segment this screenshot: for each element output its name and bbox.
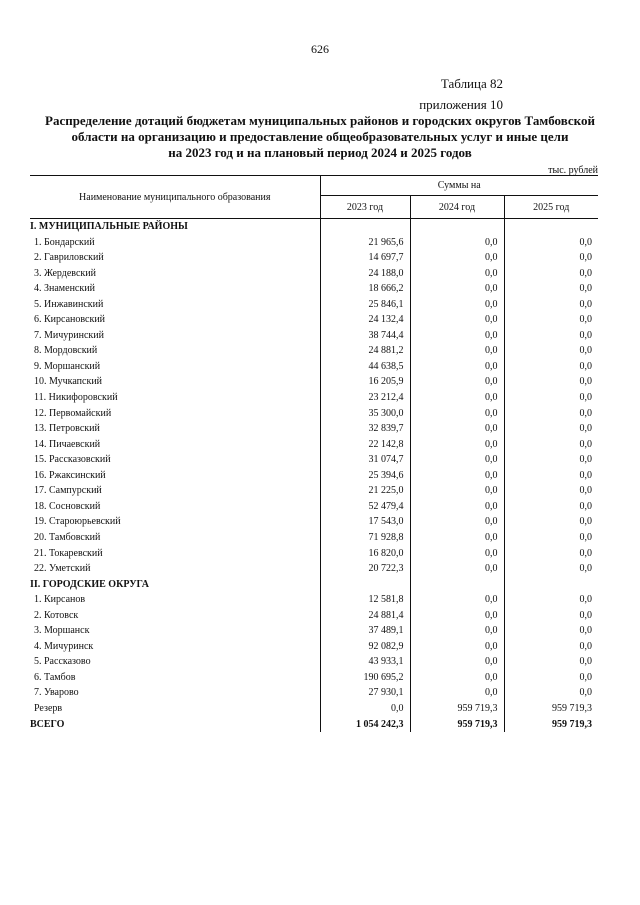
section-header-row	[30, 219, 598, 235]
row-value-0: 16 820,0	[320, 545, 410, 561]
table-row	[30, 468, 598, 484]
table-row	[30, 235, 598, 251]
row-value-0: 24 881,2	[320, 343, 410, 359]
row-value-2: 959 719,3	[504, 701, 598, 717]
row-value-1: 0,0	[410, 514, 504, 530]
table-row	[30, 421, 598, 437]
table-row	[30, 561, 598, 577]
row-value-1: 959 719,3	[410, 701, 504, 717]
section-empty-cell	[410, 577, 504, 593]
row-value-0: 43 933,1	[320, 654, 410, 670]
row-name: ВСЕГО	[30, 718, 65, 730]
section-empty-cell	[320, 577, 410, 593]
row-value-0: 21 225,0	[320, 483, 410, 499]
table-row	[30, 499, 598, 515]
table-row	[30, 530, 598, 546]
table-body	[30, 219, 598, 733]
title-line: на 2023 год и на плановый период 2024 и 2025 годов	[168, 145, 472, 160]
row-value-2: 0,0	[504, 297, 598, 313]
row-name: 2. Гавриловский	[34, 252, 104, 264]
row-name: 15. Рассказовский	[34, 454, 111, 466]
row-value-2: 0,0	[504, 250, 598, 266]
table-row	[30, 297, 598, 313]
row-name: 18. Сосновский	[34, 500, 101, 512]
column-header-2025: 2025 год	[504, 196, 598, 219]
row-value-2: 0,0	[504, 312, 598, 328]
reserve-row	[30, 701, 598, 717]
row-value-2: 0,0	[504, 499, 598, 515]
row-name: 3. Моршанск	[34, 625, 90, 637]
row-value-2: 0,0	[504, 421, 598, 437]
row-value-1: 0,0	[410, 685, 504, 701]
row-value-1: 0,0	[410, 390, 504, 406]
row-value-0: 31 074,7	[320, 452, 410, 468]
page-number: 626	[311, 42, 329, 56]
row-value-2: 959 719,3	[504, 717, 598, 733]
table-row	[30, 545, 598, 561]
row-value-1: 0,0	[410, 374, 504, 390]
row-value-2: 0,0	[504, 592, 598, 608]
row-value-2: 0,0	[504, 530, 598, 546]
table-row	[30, 452, 598, 468]
table-row	[30, 623, 598, 639]
row-value-0: 32 839,7	[320, 421, 410, 437]
row-value-1: 0,0	[410, 499, 504, 515]
row-value-2: 0,0	[504, 328, 598, 344]
row-name: 2. Котовск	[34, 609, 79, 621]
row-name: 14. Пичаевский	[34, 438, 101, 450]
row-value-0: 92 082,9	[320, 639, 410, 655]
row-name: 7. Мичуринский	[34, 329, 104, 341]
row-value-2: 0,0	[504, 406, 598, 422]
row-name: 6. Тамбов	[34, 671, 76, 683]
row-value-0: 14 697,7	[320, 250, 410, 266]
table-row	[30, 359, 598, 375]
row-name: 1. Бондарский	[34, 236, 95, 248]
row-value-2: 0,0	[504, 266, 598, 282]
row-value-0: 18 666,2	[320, 281, 410, 297]
table-row	[30, 281, 598, 297]
row-value-0: 71 928,8	[320, 530, 410, 546]
section-empty-cell	[410, 219, 504, 235]
table-row	[30, 592, 598, 608]
row-value-0: 17 543,0	[320, 514, 410, 530]
row-name: Резерв	[34, 702, 63, 714]
row-value-0: 24 188,0	[320, 266, 410, 282]
row-name: 3. Жердевский	[34, 267, 96, 279]
row-value-2: 0,0	[504, 390, 598, 406]
table-row	[30, 437, 598, 453]
row-value-2: 0,0	[504, 545, 598, 561]
row-name: 1. Кирсанов	[34, 594, 86, 606]
title-line: области на организацию и предоставление общеобразовательных услуг и иные цели	[71, 129, 569, 144]
row-value-0: 21 965,6	[320, 235, 410, 251]
row-name: 20. Тамбовский	[34, 531, 101, 543]
row-name: 7. Уварово	[34, 687, 79, 699]
row-name: 11. Никифоровский	[34, 392, 118, 404]
table-row	[30, 250, 598, 266]
section-empty-cell	[320, 219, 410, 235]
row-value-0: 12 581,8	[320, 592, 410, 608]
table-row	[30, 374, 598, 390]
row-value-1: 0,0	[410, 297, 504, 313]
row-name: 21. Токаревский	[34, 547, 103, 559]
row-value-2: 0,0	[504, 468, 598, 484]
row-value-0: 27 930,1	[320, 685, 410, 701]
row-value-1: 959 719,3	[410, 717, 504, 733]
column-header-2023: 2023 год	[320, 196, 410, 219]
section-empty-cell	[504, 577, 598, 593]
row-value-0: 24 881,4	[320, 608, 410, 624]
row-value-2: 0,0	[504, 670, 598, 686]
row-value-0: 44 638,5	[320, 359, 410, 375]
row-value-2: 0,0	[504, 685, 598, 701]
row-value-2: 0,0	[504, 654, 598, 670]
row-name: 8. Мордовский	[34, 345, 98, 357]
row-value-0: 16 205,9	[320, 374, 410, 390]
row-value-2: 0,0	[504, 343, 598, 359]
row-value-1: 0,0	[410, 328, 504, 344]
row-value-0: 25 846,1	[320, 297, 410, 313]
table-row	[30, 685, 598, 701]
row-value-0: 37 489,1	[320, 623, 410, 639]
row-name: 17. Сампурский	[34, 485, 102, 497]
row-value-1: 0,0	[410, 670, 504, 686]
row-value-1: 0,0	[410, 359, 504, 375]
row-value-2: 0,0	[504, 514, 598, 530]
row-name: 4. Знаменский	[34, 283, 95, 295]
section-empty-cell	[504, 219, 598, 235]
row-value-0: 52 479,4	[320, 499, 410, 515]
row-value-2: 0,0	[504, 623, 598, 639]
row-value-1: 0,0	[410, 312, 504, 328]
title-line: Распределение дотаций бюджетам муниципальных районов и городских округов Тамбовской	[45, 113, 595, 128]
row-value-0: 190 695,2	[320, 670, 410, 686]
row-value-0: 35 300,0	[320, 406, 410, 422]
row-name: 5. Инжавинский	[34, 298, 104, 310]
row-value-1: 0,0	[410, 639, 504, 655]
row-value-1: 0,0	[410, 437, 504, 453]
row-value-2: 0,0	[504, 639, 598, 655]
row-value-2: 0,0	[504, 374, 598, 390]
row-value-1: 0,0	[410, 483, 504, 499]
row-value-1: 0,0	[410, 250, 504, 266]
row-value-2: 0,0	[504, 281, 598, 297]
table-reference: Таблица 82	[440, 76, 503, 91]
row-name: 19. Староюрьевский	[34, 516, 121, 528]
row-value-0: 38 744,4	[320, 328, 410, 344]
row-value-1: 0,0	[410, 561, 504, 577]
row-name: 10. Мучкапский	[34, 376, 103, 388]
units-label: тыс. рублей	[548, 165, 598, 176]
table-row	[30, 343, 598, 359]
row-value-1: 0,0	[410, 343, 504, 359]
row-value-0: 1 054 242,3	[320, 717, 410, 733]
table-row	[30, 608, 598, 624]
table-row	[30, 390, 598, 406]
row-name: 22. Уметский	[34, 563, 91, 575]
row-value-1: 0,0	[410, 608, 504, 624]
row-value-1: 0,0	[410, 235, 504, 251]
row-value-1: 0,0	[410, 654, 504, 670]
table-row	[30, 654, 598, 670]
row-value-2: 0,0	[504, 452, 598, 468]
table-row	[30, 483, 598, 499]
subsidies-table	[30, 175, 598, 732]
appendix-reference: приложения 10	[419, 97, 503, 112]
row-value-1: 0,0	[410, 623, 504, 639]
table-row	[30, 514, 598, 530]
row-name: 5. Рассказово	[34, 656, 91, 668]
section-header-row	[30, 577, 598, 593]
row-value-1: 0,0	[410, 545, 504, 561]
row-value-2: 0,0	[504, 437, 598, 453]
column-header-2024: 2024 год	[410, 196, 504, 219]
row-name: 4. Мичуринск	[34, 640, 94, 652]
row-value-0: 22 142,8	[320, 437, 410, 453]
total-row	[30, 717, 598, 733]
row-value-2: 0,0	[504, 235, 598, 251]
table-row	[30, 328, 598, 344]
row-value-0: 0,0	[320, 701, 410, 717]
row-value-0: 25 394,6	[320, 468, 410, 484]
row-value-0: 24 132,4	[320, 312, 410, 328]
row-value-1: 0,0	[410, 266, 504, 282]
document-title	[28, 113, 612, 161]
row-value-1: 0,0	[410, 452, 504, 468]
column-header-sums: Суммы на	[320, 176, 598, 196]
table-row	[30, 266, 598, 282]
table-row	[30, 639, 598, 655]
row-value-1: 0,0	[410, 592, 504, 608]
row-value-1: 0,0	[410, 530, 504, 546]
row-name: 12. Первомайский	[34, 407, 112, 419]
row-value-0: 23 212,4	[320, 390, 410, 406]
section-title: II. ГОРОДСКИЕ ОКРУГА	[30, 578, 150, 590]
row-value-2: 0,0	[504, 608, 598, 624]
row-value-2: 0,0	[504, 483, 598, 499]
row-value-2: 0,0	[504, 561, 598, 577]
row-value-0: 20 722,3	[320, 561, 410, 577]
column-header-name: Наименование муниципального образования	[30, 176, 320, 219]
table-row	[30, 670, 598, 686]
row-name: 9. Моршанский	[34, 360, 101, 372]
row-value-2: 0,0	[504, 359, 598, 375]
row-name: 13. Петровский	[34, 423, 100, 435]
table-row	[30, 406, 598, 422]
row-value-1: 0,0	[410, 281, 504, 297]
row-name: 16. Ржаксинский	[34, 469, 106, 481]
section-title: I. МУНИЦИПАЛЬНЫЕ РАЙОНЫ	[30, 221, 188, 233]
row-value-1: 0,0	[410, 406, 504, 422]
table-row	[30, 312, 598, 328]
row-value-1: 0,0	[410, 421, 504, 437]
row-value-1: 0,0	[410, 468, 504, 484]
row-name: 6. Кирсановский	[34, 314, 106, 326]
